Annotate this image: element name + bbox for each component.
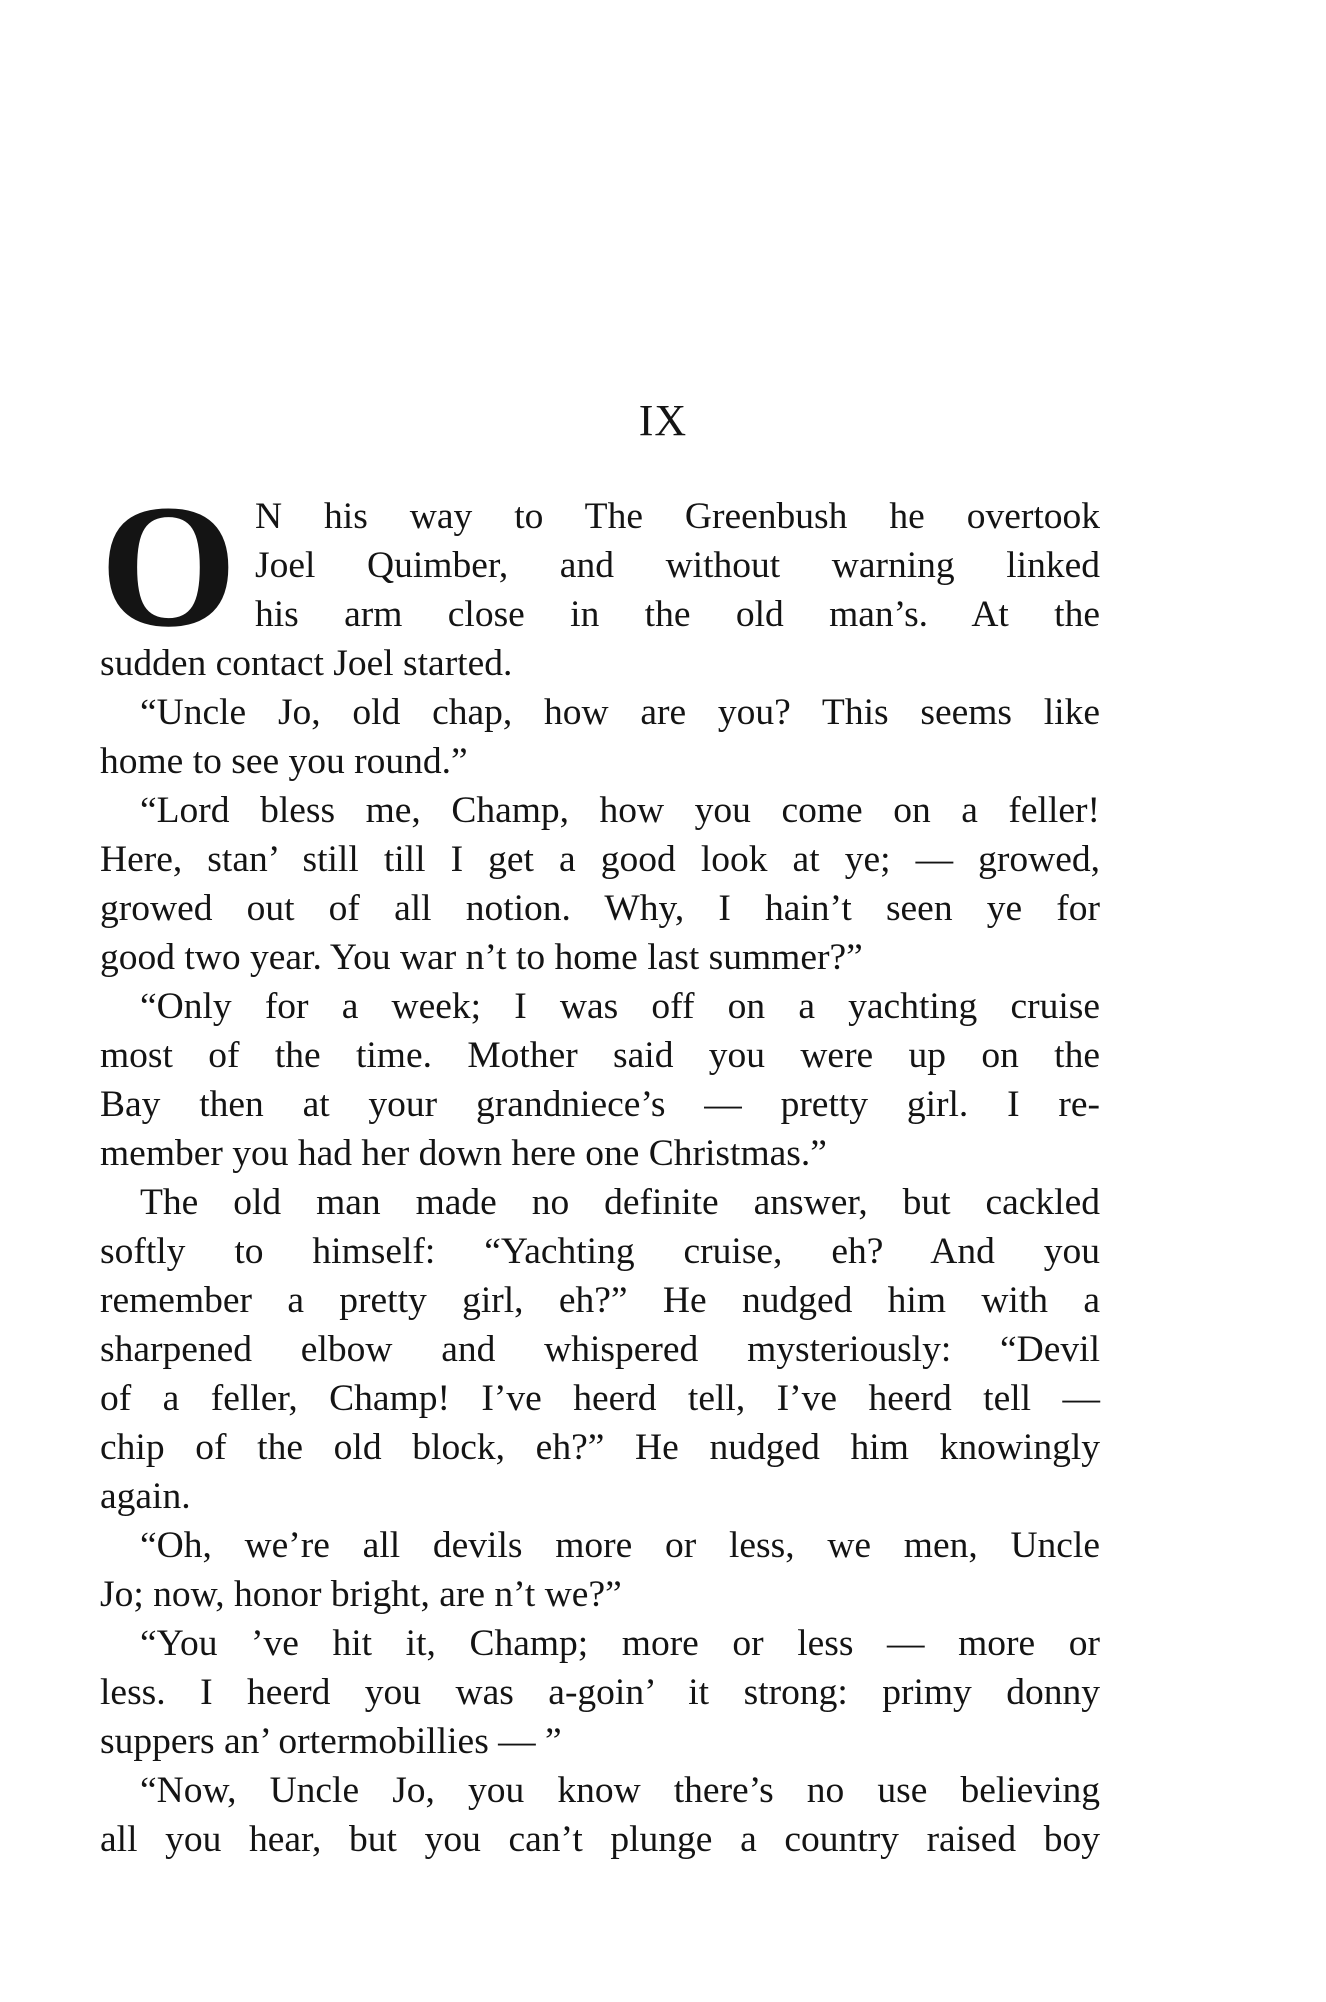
text-line: “Uncle Jo, old chap, how are you? This seems like xyxy=(140,692,1100,733)
text-line: good two year. You war n’t to home last summer?” xyxy=(100,937,863,978)
text-line: Bay then at your grandniece’s — pretty girl. I re- xyxy=(100,1084,1100,1125)
chapter-text xyxy=(100,469,1100,1864)
text-line: his arm close in the old man’s. At the xyxy=(255,594,1100,635)
chapter-heading: IX xyxy=(638,396,688,445)
text-line: Joel Quimber, and without warning linked xyxy=(255,545,1100,586)
text-line: member you had her down here one Christmas.” xyxy=(100,1133,827,1174)
text-line: of a feller, Champ! I’ve heerd tell, I’ve heerd tell — xyxy=(100,1378,1100,1419)
text-line: “Lord bless me, Champ, how you come on a feller! xyxy=(140,790,1100,831)
text-line: softly to himself: “Yachting cruise, eh? And you xyxy=(100,1231,1100,1272)
text-line: growed out of all notion. Why, I hain’t seen ye for xyxy=(100,888,1100,929)
text-line: “Oh, we’re all devils more or less, we men, Uncle xyxy=(140,1525,1100,1566)
text-line: “Only for a week; I was off on a yachting cruise xyxy=(140,986,1100,1027)
text-line: “Now, Uncle Jo, you know there’s no use believing xyxy=(140,1770,1100,1811)
text-line: sharpened elbow and whispered mysteriously: “Devil xyxy=(100,1329,1100,1370)
text-line: chip of the old block, eh?” He nudged him knowingly xyxy=(100,1427,1100,1468)
text-line: home to see you round.” xyxy=(100,741,468,782)
text-line: again. xyxy=(100,1476,191,1517)
text-line: N his way to The Greenbush he overtook xyxy=(255,496,1100,537)
text-line: less. I heerd you was a-goin’ it strong: primy donny xyxy=(100,1672,1100,1713)
text-line: Here, stan’ still till I get a good look at ye; — growed, xyxy=(100,839,1100,880)
text-line: most of the time. Mother said you were up on the xyxy=(100,1035,1100,1076)
drop-cap: O xyxy=(100,469,237,664)
text-line: The old man made no definite answer, but cackled xyxy=(140,1182,1100,1223)
text-line: Jo; now, honor bright, are n’t we?” xyxy=(100,1574,622,1615)
text-line: remember a pretty girl, eh?” He nudged him with a xyxy=(100,1280,1100,1321)
text-line: sudden contact Joel started. xyxy=(100,643,513,684)
text-line: all you hear, but you can’t plunge a country raised boy xyxy=(100,1819,1100,1860)
text-line: “You ’ve hit it, Champ; more or less — more or xyxy=(140,1623,1100,1664)
text-line: suppers an’ ortermobillies — ” xyxy=(100,1721,562,1762)
